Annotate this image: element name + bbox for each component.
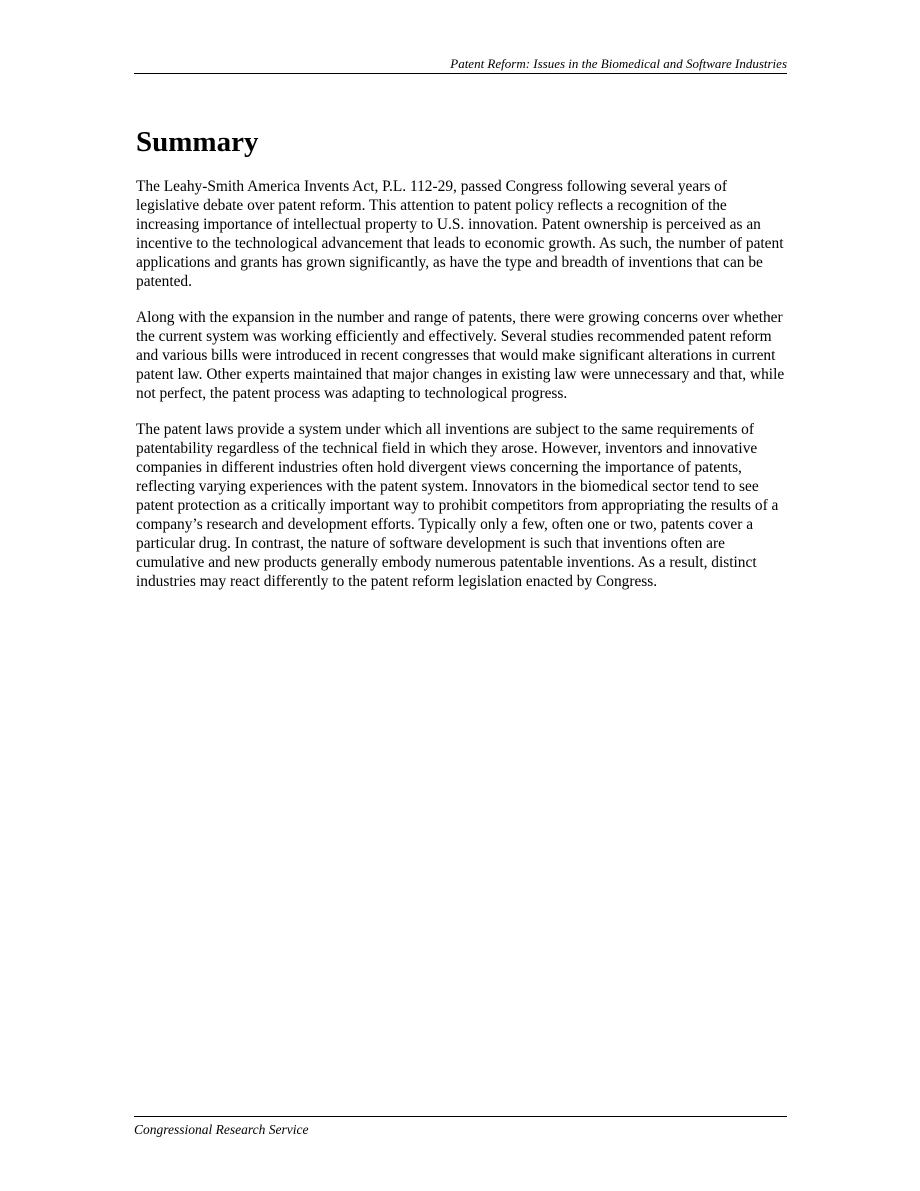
summary-paragraph: Along with the expansion in the number and range of patents, there were growing concerns over whether the current system was working efficiently and effectively. Several studies recommended patent reform and various bills were introduced in recent congresses that would make significant alterations in current patent law. Other experts maintained that major changes in existing law were unnecessary and that, while not perfect, the patent process was adapting to technological progress.	[136, 309, 785, 402]
summary-paragraph: The patent laws provide a system under which all inventions are subject to the same requirements of patentability regardless of the technical field in which they arose. However, inventors and innovative companies in different industries often hold divergent views concerning the importance of patents, reflecting varying experiences with the patent system. Innovators in the biomedical sector tend to see patent protection as a critically important way to prohibit competitors from appropriating the results of a company’s research and development efforts. Typically only a few, often one or two, patents cover a particular drug. In contrast, the nature of software development is such that inventions often are cumulative and new products generally embody numerous patentable inventions. As a result, distinct industries may react differently to the patent reform legislation enacted by Congress.	[136, 421, 779, 590]
section-body	[136, 177, 788, 608]
footer-publisher: Congressional Research Service	[134, 1122, 309, 1137]
running-header-title: Patent Reform: Issues in the Biomedical and Software Industries	[450, 56, 787, 71]
running-footer	[134, 1116, 787, 1139]
summary-paragraph: The Leahy-Smith America Invents Act, P.L. 112-29, passed Congress following several years of legislative debate over patent reform. This attention to patent policy reflects a recognition of the increasing importance of intellectual property to U.S. innovation. Patent ownership is perceived as an incentive to the technological advancement that leads to economic growth. As such, the number of patent applications and grants has grown significantly, as have the type and breadth of inventions that can be patented.	[136, 178, 784, 290]
running-header	[134, 55, 787, 74]
section-title: Summary	[136, 126, 259, 158]
